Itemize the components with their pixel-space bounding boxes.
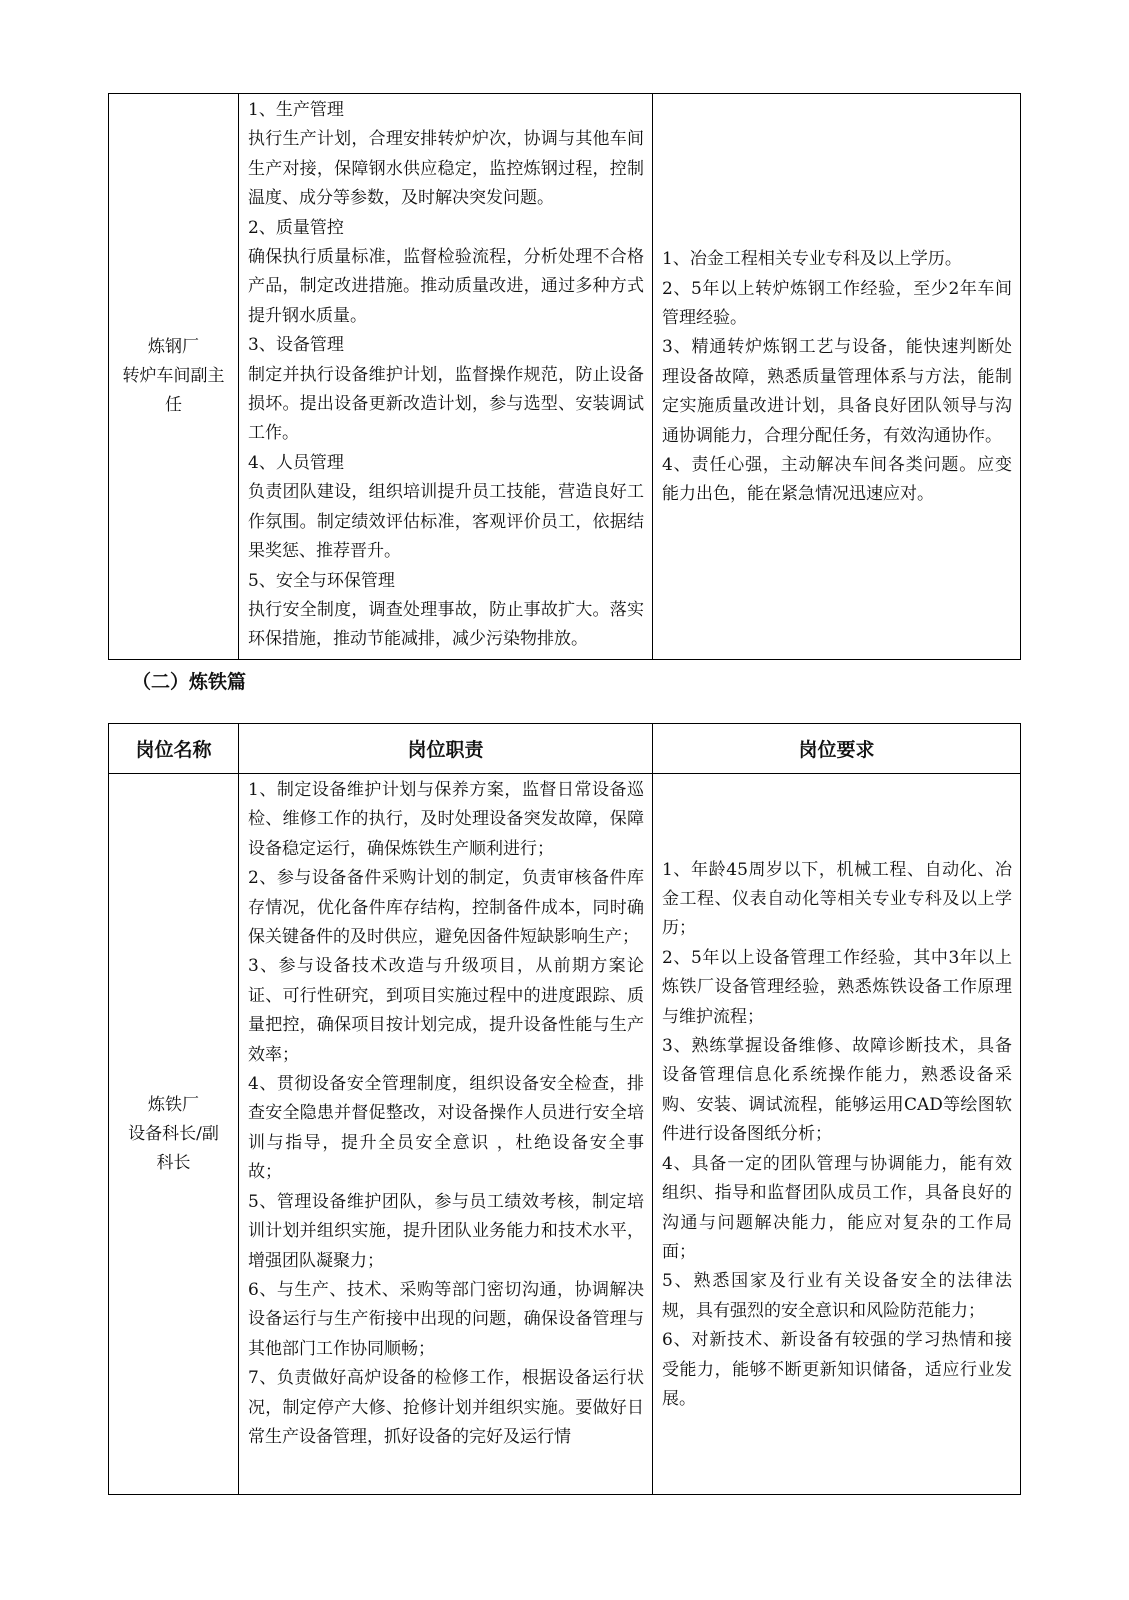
requirement-line: 1、年龄45周岁以下，机械工程、自动化、冶金工程、仪表自动化等相关专业专科及以上学历；: [662, 859, 1012, 939]
duty-line: 6、与生产、技术、采购等部门密切沟通，协调解决设备运行与生产衔接中出现的问题，确保设备管理与其他部门工作协同顺畅；: [248, 1279, 644, 1359]
requirement-line: 4、责任心强，主动解决车间各类问题。应变能力出色，能在紧急情况迅速应对。: [662, 455, 1012, 505]
duty-line: 执行安全制度，调查处理事故，防止事故扩大。落实环保措施，推动节能减排，减少污染物排放。: [248, 599, 644, 650]
requirements-cell: [653, 94, 1021, 660]
table-row: [109, 94, 1021, 660]
duty-line: 执行生产计划，合理安排转炉炉次，协调与其他车间生产对接，保障钢水供应稳定，监控炼钢过程，控制温度、成分等参数，及时解决突发问题。: [248, 129, 644, 209]
job-title: 炼钢厂 转炉车间副主 任: [122, 337, 225, 415]
requirement-line: 3、熟练掌握设备维修、故障诊断技术，具备设备管理信息化系统操作能力，熟悉设备采购、安装、调试流程，能够运用CAD等绘图软件进行设备图纸分析；: [662, 1036, 1012, 1145]
job-title-cell: [109, 94, 239, 660]
duty-line: 3、设备管理: [248, 335, 344, 356]
requirement-line: 6、对新技术、新设备有较强的学习热情和接受能力，能够不断更新知识储备，适应行业发展。: [662, 1330, 1012, 1409]
column-header-job-name: 岗位名称: [109, 724, 239, 774]
job-title: 炼铁厂 设备科长/副 科长: [128, 1094, 219, 1173]
job-title-cell: [109, 774, 239, 1495]
duty-line: 2、参与设备备件采购计划的制定，负责审核备件库存情况，优化备件库存结构，控制备件成本，同时确保关键备件的及时供应，避免因备件短缺影响生产；: [248, 868, 644, 948]
duty-line: 5、管理设备维护团队，参与员工绩效考核，制定培训计划并组织实施，提升团队业务能力和技术水平，增强团队凝聚力；: [248, 1191, 644, 1271]
duties-cell: [239, 94, 653, 660]
column-header-requirements: 岗位要求: [653, 724, 1021, 774]
job-table-ironmaking: [108, 723, 1021, 1495]
duty-line: 2、质量管控: [248, 217, 344, 238]
requirement-line: 2、5年以上转炉炼钢工作经验，至少2年车间管理经验。: [662, 278, 1012, 328]
duty-line: 3、参与设备技术改造与升级项目，从前期方案论证、可行性研究，到项目实施过程中的进度跟踪、质量把控，确保项目按计划完成，提升设备性能与生产效率；: [248, 956, 644, 1065]
column-header-duties: 岗位职责: [239, 724, 653, 774]
requirement-line: 4、具备一定的团队管理与协调能力，能有效组织、指导和监督团队成员工作，具备良好的沟通与问题解决能力，能应对复杂的工作局面；: [662, 1153, 1012, 1262]
table-row: [109, 774, 1021, 1495]
duty-line: 确保执行质量标准，监督检验流程，分析处理不合格产品，制定改进措施。推动质量改进，通过多种方式提升钢水质量。: [248, 247, 644, 326]
requirement-line: 5、熟悉国家及行业有关设备安全的法律法规，具有强烈的安全意识和风险防范能力；: [662, 1271, 1012, 1321]
duty-line: 负责团队建设，组织培训提升员工技能，营造良好工作氛围。制定绩效评估标准，客观评价员工，依据结果奖惩、推荐晋升。: [248, 482, 644, 562]
requirement-line: 1、冶金工程相关专业专科及以上学历。: [662, 249, 962, 270]
duty-line: 5、安全与环保管理: [248, 570, 395, 591]
requirement-line: 3、精通转炉炼钢工艺与设备，能快速判断处理设备故障，熟悉质量管理体系与方法，能制定实施质量改进计划，具备良好团队领导与沟通协调能力，合理分配任务，有效沟通协作。: [662, 337, 1012, 446]
requirement-line: 2、5年以上设备管理工作经验，其中3年以上炼铁厂设备管理经验，熟悉炼铁设备工作原理与维护流程；: [662, 947, 1012, 1027]
duty-line: 7、负责做好高炉设备的检修工作，根据设备运行状况，制定停产大修、抢修计划并组织实施。要做好日常生产设备管理，抓好设备的完好及运行情: [248, 1368, 644, 1447]
duty-line: 4、人员管理: [248, 452, 344, 473]
job-table-steelmaking: [108, 93, 1021, 660]
duty-line: 1、生产管理: [248, 100, 344, 120]
requirements-cell: [653, 774, 1021, 1495]
duty-line: 制定并执行设备维护计划，监督操作规范，防止设备损坏。提出设备更新改造计划，参与选型、安装调试工作。: [248, 364, 644, 444]
duty-line: 1、制定设备维护计划与保养方案，监督日常设备巡检、维修工作的执行，及时处理设备突发故障，保障设备稳定运行，确保炼铁生产顺利进行；: [248, 780, 644, 859]
table-header-row: [109, 724, 1021, 774]
section-title: （二）炼铁篇: [132, 671, 247, 693]
duties-cell: [239, 774, 653, 1495]
duty-line: 4、贯彻设备安全管理制度，组织设备安全检查，排查安全隐患并督促整改，对设备操作人员进行安全培训与指导，提升全员安全意识 ，杜绝设备安全事故；: [248, 1074, 644, 1183]
